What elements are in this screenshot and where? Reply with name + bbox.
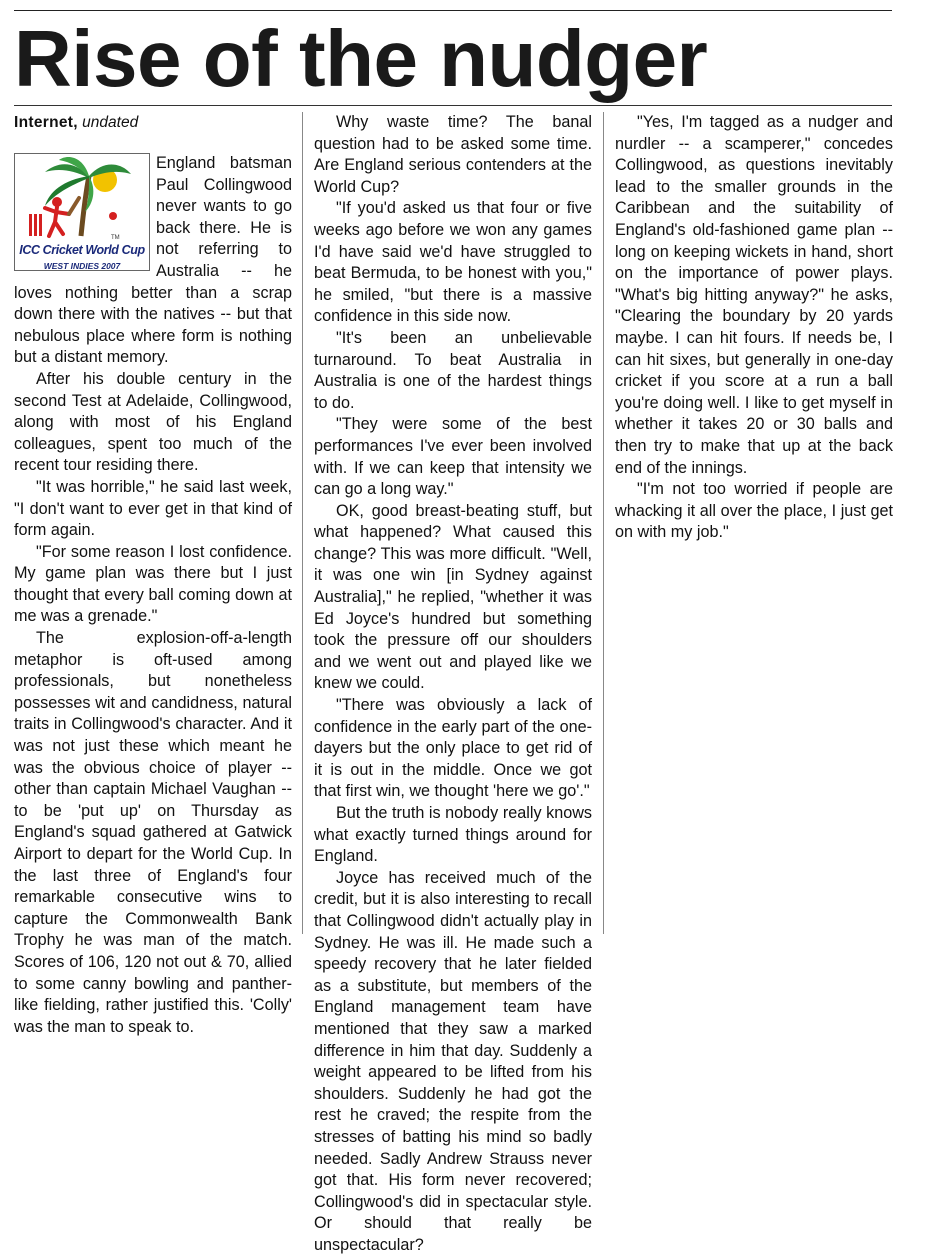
article-column-3 (615, 112, 893, 937)
dateline-date: undated (82, 114, 139, 131)
logo-title: ICC Cricket World Cup (19, 243, 145, 257)
trademark-mark: TM (111, 235, 120, 241)
article-paragraph: "It's been an unbelievable turnaround. To beat Australia in Australia is one of the hardest things to do. (314, 328, 592, 412)
headline-rule (14, 105, 892, 106)
top-rule (14, 10, 892, 11)
dateline-place: Internet, (14, 114, 78, 131)
article-paragraph: OK, good breast-beating stuff, but what happened? What caused this change? This was more difficult. "Well, it was one win [in Sydney against Australia]," he replied, "whether it was Ed Joyce's hundred but something took the pressure off our shoulders and we went out and played like we knew we could. (314, 501, 592, 693)
article-paragraph: "They were some of the best performances I've ever been involved with. If we can keep that intensity we can go a long way." (314, 415, 592, 499)
world-cup-logo (14, 153, 150, 271)
article-paragraph: "There was obviously a lack of confidence in the early part of the one-dayers but the only place to get rid of it is out in the middle. Once we got that first win, we thought 'here we go'." (314, 696, 592, 801)
palm-tree-cricketer-icon (23, 156, 141, 242)
article-paragraph: But the truth is nobody really knows what exactly turned things around for England. (314, 804, 592, 866)
article-paragraph: "Yes, I'm tagged as a nudger and nurdler -- a scamperer," concedes Collingwood, as questions inevitably lead to the smaller grounds in the Caribbean and the suitability of England's old-fashioned game plan -- long on keeping wickets in hand, short on the importance of power plays. "What's big hitting anyway?" he asks, "Clearing the boundary by 20 yards maybe. I can hit fours. If needs be, I can hit sixes, but generally in one-day cricket if you score at a run a ball you're doing well. I like to get myself in whether it takes 20 or 30 balls and then try to make that up at the back end of the innings. (615, 113, 893, 477)
article-column-2 (314, 112, 592, 1254)
article-column-1 (14, 112, 292, 1036)
column-divider (302, 112, 303, 934)
article-paragraph: "For some reason I lost confidence. My game plan was there but I just thought that every ball coming down at me was a grenade." (14, 542, 292, 626)
article-paragraph: Why waste time? The banal question had to be asked some time. Are England serious contenders at the World Cup? (314, 113, 592, 196)
article-paragraph: England batsman Paul Collingwood never wants to go back there. He is not referring to Australia -- he loves nothing better than a scrap down there with the natives -- but that nebulous place where form is nothing but a distant memory. (14, 154, 292, 367)
article-paragraph: The explosion-off-a-length metaphor is oft-used among professionals, but nonetheless possesses wit and candidness, natural traits in Collingwood's character. And it was not just these which meant he was the obvious choice of player -- other than captain Michael Vaughan -- to be 'put up' on Thursday as England's squad gathered at Gatwick Airport to depart for the World Cup. In the last three of England's four remarkable consecutive wins to capture the Commonwealth Bank Trophy he was man of the match. Scores of 106, 120 not out & 70, allied to some canny bowling and panther-like fielding, rather justified this. 'Colly' was the man to speak to. (14, 629, 292, 1036)
article-paragraph: "I'm not too worried if people are whacking it all over the place, I just get on with my job." (615, 480, 893, 542)
article-paragraph: "It was horrible," he said last week, "I don't want to ever get in that kind of form again. (14, 477, 292, 540)
article-paragraph: "If you'd asked us that four or five weeks ago before we won any games I'd have said we'd have struggled to beat Bermuda, to be honest with you," he smiled, "but there is a massive confidence in this side now. (314, 199, 592, 326)
dateline (14, 112, 292, 134)
headline: Rise of the nudger (14, 14, 708, 103)
logo-subtitle: WEST INDIES 2007 (43, 261, 121, 271)
article-paragraph: After his double century in the second Test at Adelaide, Collingwood, along with most of his England colleagues, spent too much of the recent tour residing there. (14, 369, 292, 475)
column-divider (603, 112, 604, 934)
article-paragraph: Joyce has received much of the credit, but it is also interesting to recall that Collingwood didn't actually play in Sydney. He was ill. He made such a speedy recovery that he later fielded as a substitute, but members of the England management team have mentioned that they saw a marked difference in him that day. Suddenly a weight appeared to be lifted from his shoulders. Suddenly he had got the rest he craved; the respite from the stresses of batting his mind so badly needed. Sadly Andrew Strauss never got that. His form never recovered; Collingwood's did in spectacular style. Or should that really be unspectacular? (314, 868, 592, 1254)
